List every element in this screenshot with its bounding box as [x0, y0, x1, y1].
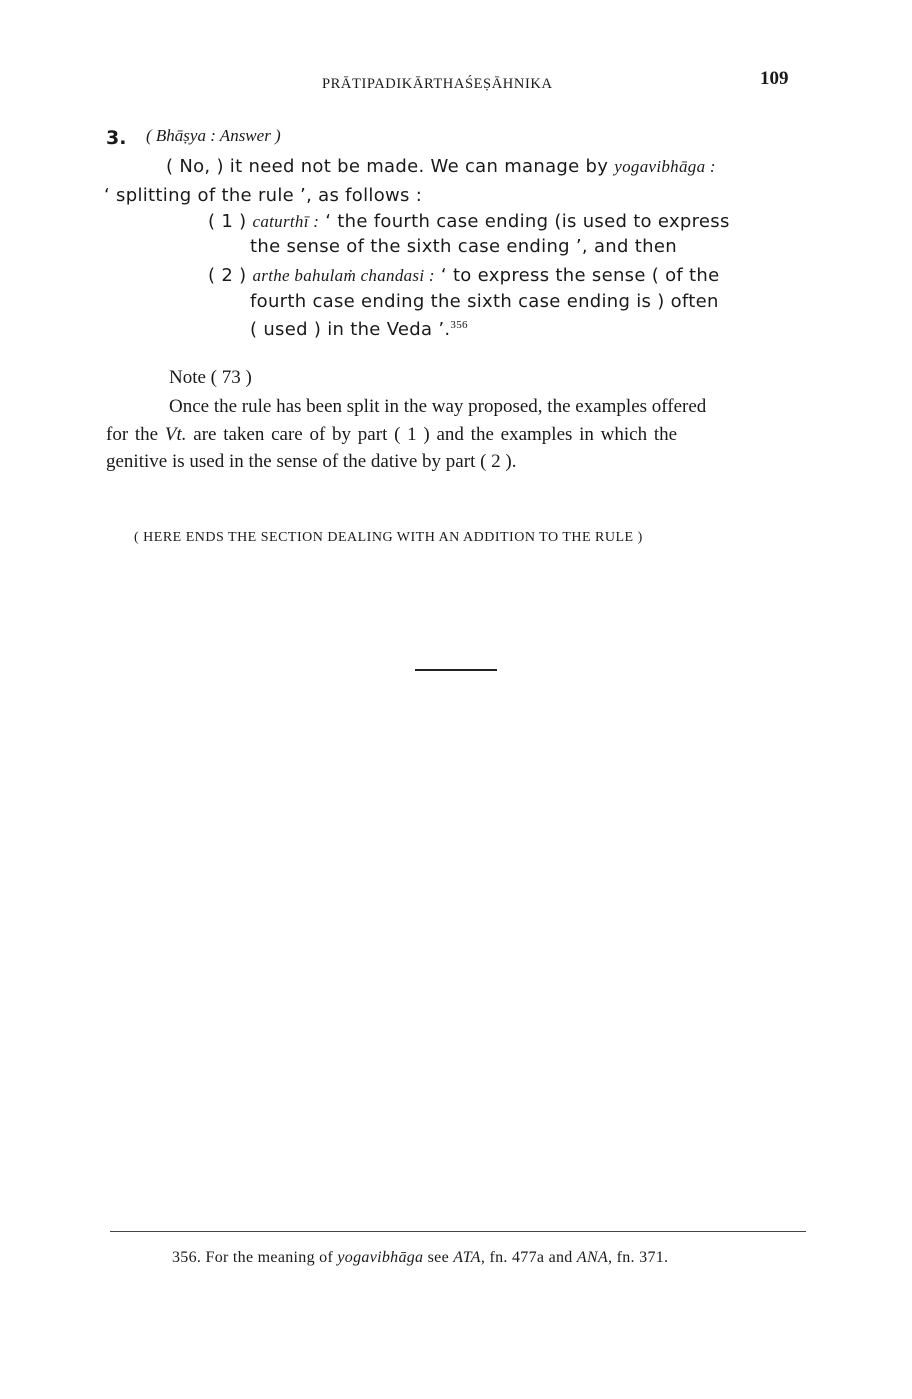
list-item-1-text-a: ‘ the fourth case ending (is used to express — [319, 211, 730, 232]
page-number: 109 — [760, 68, 789, 89]
note-line-1: Once the rule has been split in the way proposed, the examples offered — [169, 396, 707, 417]
footnote-text-mid-1: see — [423, 1249, 454, 1266]
footnote-term-ana: ANA, — [576, 1249, 613, 1266]
note-line-2-pre: for the — [106, 424, 165, 445]
list-item-1-line-2: the sense of the sixth case ending ’, and then — [250, 236, 677, 257]
list-item-2-line-1 — [208, 265, 719, 286]
list-item-2-line-3 — [250, 319, 468, 340]
footnote — [172, 1249, 668, 1267]
list-marker-2: ( 2 ) — [208, 265, 247, 286]
footnote-reference: 356 — [450, 319, 468, 331]
footnote-text-post: fn. 371. — [612, 1249, 669, 1266]
term-arthe-bahulam-chandasi: arthe bahulaṁ chandasi : — [252, 266, 435, 285]
footnote-number: 356. — [172, 1249, 202, 1266]
list-item-1-line-1 — [208, 211, 730, 232]
note-line-3: genitive is used in the sense of the dative by part ( 2 ). — [106, 451, 517, 472]
footnote-text-mid-2: fn. 477a and — [485, 1249, 577, 1266]
footnote-term-ata: ATA, — [453, 1249, 486, 1266]
list-item-2-line-2: fourth case ending the sixth case ending is ) often — [250, 291, 719, 312]
list-item-2-text-c: ( used ) in the Veda ’. — [250, 319, 451, 340]
term-yogavibhaga: yogavibhāga : — [614, 157, 716, 176]
footnote-rule — [110, 1231, 806, 1232]
section-number: 3. — [106, 127, 127, 149]
note-line-2-post: are taken care of by part ( 1 ) and the examples in which the — [186, 424, 678, 445]
term-caturthi: caturthī : — [252, 212, 320, 231]
section-label: ( Bhāṣya : Answer ) — [146, 126, 281, 145]
answer-line-2: ‘ splitting of the rule ’, as follows : — [104, 185, 423, 206]
section-divider — [415, 669, 497, 671]
answer-line-1 — [166, 156, 716, 177]
footnote-term-yogavibhaga: yogavibhāga — [337, 1249, 424, 1266]
term-vt: Vt. — [164, 424, 187, 445]
answer-line-1-text: ( No, ) it need not be made. We can manage by — [166, 156, 615, 177]
running-head: PRĀTIPADIKĀRTHAŚEṢĀHNIKA — [322, 76, 553, 92]
list-marker-1: ( 1 ) — [208, 211, 247, 232]
footnote-text-pre: For the meaning of — [201, 1249, 338, 1266]
section-closing-line: ( HERE ENDS THE SECTION DEALING WITH AN ADDITION TO THE RULE ) — [134, 530, 643, 545]
list-item-2-text-a: ‘ to express the sense ( of the — [434, 265, 720, 286]
note-line-2 — [106, 424, 677, 446]
note-heading: Note ( 73 ) — [169, 367, 252, 388]
